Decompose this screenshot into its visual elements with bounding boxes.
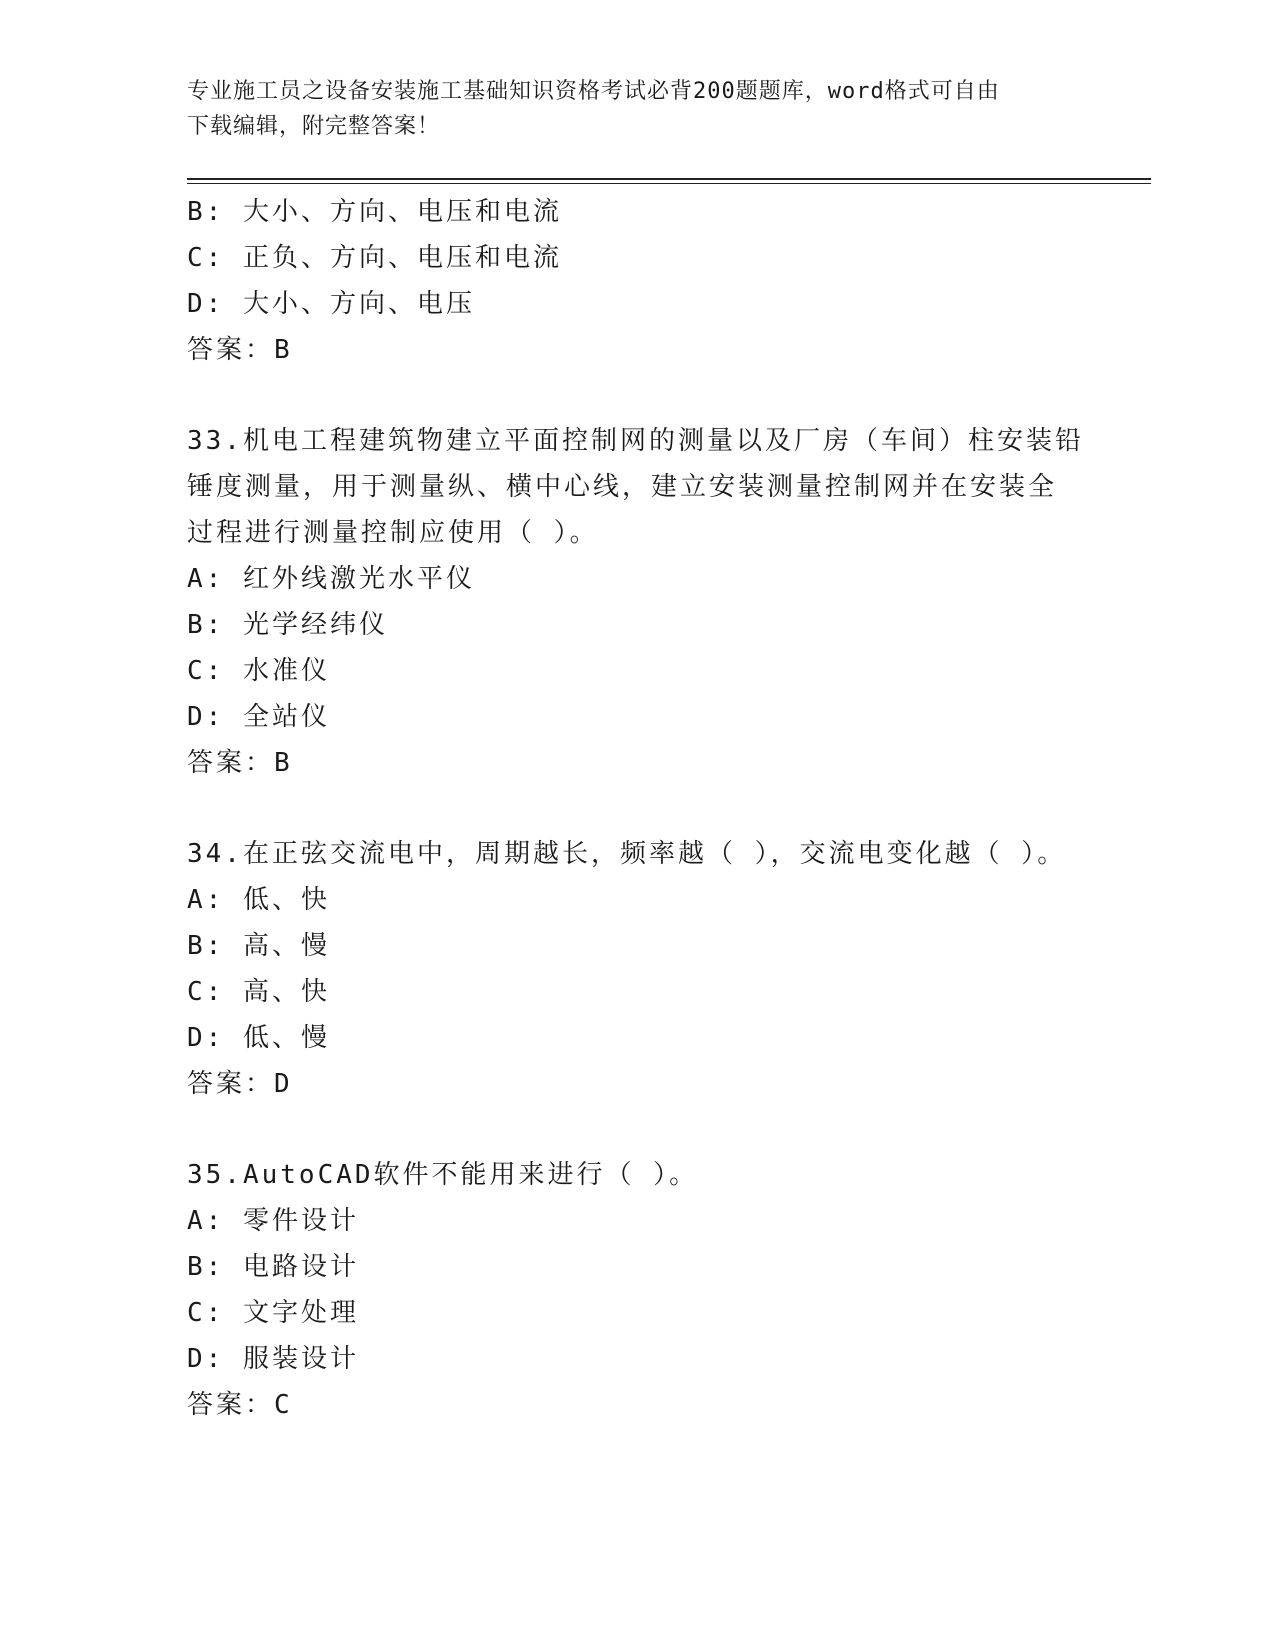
- answer-line: 答案：C: [187, 1390, 293, 1420]
- answer-line: 答案：D: [187, 1069, 293, 1099]
- question-block-32: [187, 189, 1107, 373]
- header-line-2: 下载编辑，附完整答案！: [187, 114, 441, 139]
- option-d: D: 大小、方向、电压: [187, 289, 475, 319]
- header-divider-thin: [187, 183, 1151, 184]
- option-c: C: 文字处理: [187, 1298, 359, 1328]
- option-a: A: 低、快: [187, 885, 330, 915]
- option-b: B: 光学经纬仪: [187, 610, 388, 640]
- question-stem-line: 锤度测量，用于测量纵、横中心线，建立安装测量控制网并在安装全: [187, 472, 1058, 502]
- option-a: A: 零件设计: [187, 1206, 359, 1236]
- answer-line: 答案：B: [187, 335, 293, 365]
- option-c: C: 正负、方向、电压和电流: [187, 243, 562, 273]
- document-header: [187, 74, 1067, 144]
- option-d: D: 全站仪: [187, 702, 330, 732]
- option-b: B: 电路设计: [187, 1252, 359, 1282]
- option-c: C: 水准仪: [187, 656, 330, 686]
- option-c: C: 高、快: [187, 977, 330, 1007]
- header-divider-thick: [187, 178, 1151, 180]
- question-stem-line: 33.机电工程建筑物建立平面控制网的测量以及厂房（车间）柱安装铅: [187, 426, 1084, 456]
- question-stem-line: 过程进行测量控制应使用（ ）。: [187, 518, 599, 548]
- option-d: D: 低、慢: [187, 1023, 330, 1053]
- spacer: [187, 1107, 1107, 1152]
- question-content: [187, 189, 1107, 1428]
- option-a: A: 红外线激光水平仪: [187, 564, 475, 594]
- option-b: B: 大小、方向、电压和电流: [187, 197, 562, 227]
- question-block-34: [187, 831, 1107, 1107]
- question-block-33: [187, 418, 1107, 786]
- option-d: D: 服装设计: [187, 1344, 359, 1374]
- spacer: [187, 373, 1107, 418]
- question-block-35: [187, 1152, 1107, 1428]
- option-b: B: 高、慢: [187, 931, 330, 961]
- header-line-1: 专业施工员之设备安装施工基础知识资格考试必背200题题库，word格式可自由: [187, 79, 1000, 104]
- question-stem-line: 34.在正弦交流电中，周期越长，频率越（ ），交流电变化越（ ）。: [187, 839, 1067, 869]
- answer-line: 答案：B: [187, 748, 293, 778]
- spacer: [187, 786, 1107, 831]
- question-stem-line: 35.AutoCAD软件不能用来进行（ ）。: [187, 1160, 699, 1190]
